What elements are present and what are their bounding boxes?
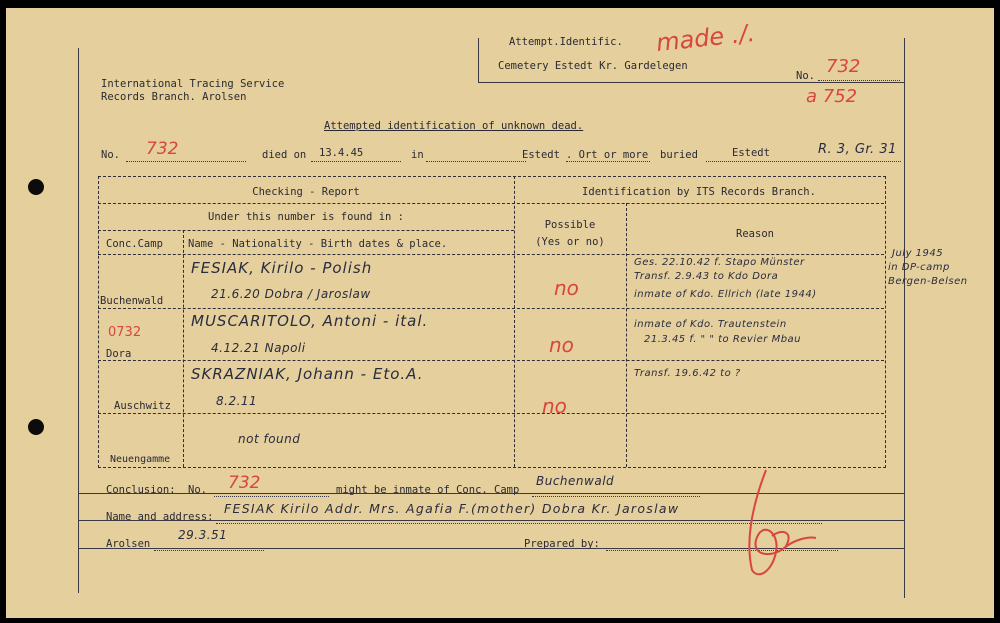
table-col-reason xyxy=(626,203,628,467)
place-dots-2 xyxy=(566,161,650,162)
table-h3 xyxy=(98,254,884,256)
row1-reason-line1: Ges. 22.10.42 f. Stapo Münster xyxy=(634,257,805,268)
col-name-header: Name - Nationality - Birth dates & place. xyxy=(188,238,448,250)
row3-name-line1: SKRAZNIAK, Johann - Eto.A. xyxy=(191,365,424,383)
header-box-bottom xyxy=(478,82,904,83)
punch-hole-top xyxy=(28,179,44,195)
grave-value: R. 3, Gr. 31 xyxy=(818,142,897,157)
red-signature xyxy=(742,466,822,582)
row3-possible: no xyxy=(542,394,567,418)
conclusion-no-value: 732 xyxy=(228,473,261,493)
col-camp-header: Conc.Camp xyxy=(106,238,163,250)
org-line-2: Records Branch. Arolsen xyxy=(101,91,247,103)
row2-name-line1: MUSCARITOLO, Antoni - ital. xyxy=(191,312,429,330)
name-address-dots xyxy=(216,523,822,524)
row4-name-line1: not found xyxy=(238,432,301,446)
place-value: Estedt xyxy=(522,149,560,161)
record-no-dots xyxy=(126,161,246,162)
row2-camp-note: 0732 xyxy=(108,325,142,340)
identification-header: Identification by ITS Records Branch. xyxy=(582,186,816,198)
row2-possible: no xyxy=(549,333,574,357)
org-line-1: International Tracing Service xyxy=(101,78,285,90)
header-box-left xyxy=(478,38,479,82)
header-no-value: 732 xyxy=(826,56,861,77)
row2-reason-line1: inmate of Kdo. Trautenstein xyxy=(634,319,787,330)
row4-camp: Neuengamme xyxy=(110,454,171,465)
buried-value: Estedt xyxy=(732,147,770,159)
buried-label: buried xyxy=(660,149,698,161)
header-no-value-2: a 752 xyxy=(806,86,858,107)
record-no-value: 732 xyxy=(146,139,179,159)
footer-place: Arolsen xyxy=(106,538,151,550)
document-card xyxy=(6,8,994,618)
header-no-label: No. xyxy=(796,70,815,82)
cemetery-label: Cemetery Estedt Kr. Gardelegen xyxy=(498,60,688,72)
col-reason-header: Reason xyxy=(736,228,774,240)
table-h6 xyxy=(98,413,884,415)
place-note: . Ort or more xyxy=(566,149,649,161)
document-title: Attempted identification of unknown dead. xyxy=(324,120,584,132)
footer-date: 29.3.51 xyxy=(178,528,228,542)
name-address-label: Name and address: xyxy=(106,511,214,523)
row1-name-line2: 21.6.20 Dobra / Jaroslaw xyxy=(211,287,371,301)
col-possible-header-2: (Yes or no) xyxy=(535,236,605,248)
died-value: 13.4.45 xyxy=(319,147,364,159)
header-box-right xyxy=(904,38,905,598)
table-col-camp xyxy=(183,230,185,467)
row3-name-line2: 8.2.11 xyxy=(216,394,258,408)
table-h2 xyxy=(98,230,514,232)
header-no-dots xyxy=(818,80,900,81)
died-label: died on xyxy=(262,149,307,161)
conclusion-no-dots xyxy=(214,496,329,497)
place-dots xyxy=(426,161,526,162)
punch-hole-bottom xyxy=(28,419,44,435)
row1-reason-line2: Transf. 2.9.43 to Kdo Dora xyxy=(634,271,779,282)
attempt-label: Attempt.Identific. xyxy=(509,36,623,48)
row1-reason-line3: inmate of Kdo. Ellrich (late 1944) xyxy=(634,289,817,300)
row2-reason-line2: 21.3.45 f. " " to Revier Mbau xyxy=(644,334,802,345)
row3-reason-line1: Transf. 19.6.42 to ? xyxy=(634,368,741,379)
margin-rule xyxy=(78,48,79,593)
row1-camp: Buchenwald xyxy=(100,295,164,307)
table-h4 xyxy=(98,308,884,310)
name-address-value: FESIAK Kirilo Addr. Mrs. Agafia F.(mother) Dobra Kr. Jaroslaw xyxy=(224,501,680,516)
under-number-header: Under this number is found in : xyxy=(208,211,404,223)
conclusion-camp-value: Buchenwald xyxy=(536,474,615,488)
checking-report-header: Checking - Report xyxy=(252,186,360,198)
table-h1 xyxy=(98,203,884,205)
died-dots xyxy=(311,161,401,162)
row3-camp: Auschwitz xyxy=(114,400,171,412)
side-note-line2: in DP-camp xyxy=(888,262,950,273)
row1-name-line1: FESIAK, Kirilo - Polish xyxy=(191,259,373,277)
footer-date-dots xyxy=(154,550,264,551)
record-no-label: No. xyxy=(101,149,120,161)
in-label: in xyxy=(411,149,424,161)
table-h5 xyxy=(98,360,884,362)
conclusion-label: Conclusion: xyxy=(106,484,176,496)
side-note-line3: Bergen-Belsen xyxy=(888,276,968,287)
row2-name-line2: 4.12.21 Napoli xyxy=(211,341,306,355)
row2-camp: Dora xyxy=(106,348,132,360)
attempt-stamp: made ./. xyxy=(654,18,757,58)
col-possible-header-1: Possible xyxy=(544,219,596,231)
row1-possible: no xyxy=(554,276,579,300)
conclusion-text: might be inmate of Conc. Camp xyxy=(336,484,520,496)
prepared-label: Prepared by: xyxy=(524,538,600,550)
buried-dots xyxy=(706,161,901,162)
conclusion-camp-dots xyxy=(532,496,700,497)
conclusion-no-label: No. xyxy=(188,484,207,496)
side-note-line1: July 1945 xyxy=(892,248,944,259)
